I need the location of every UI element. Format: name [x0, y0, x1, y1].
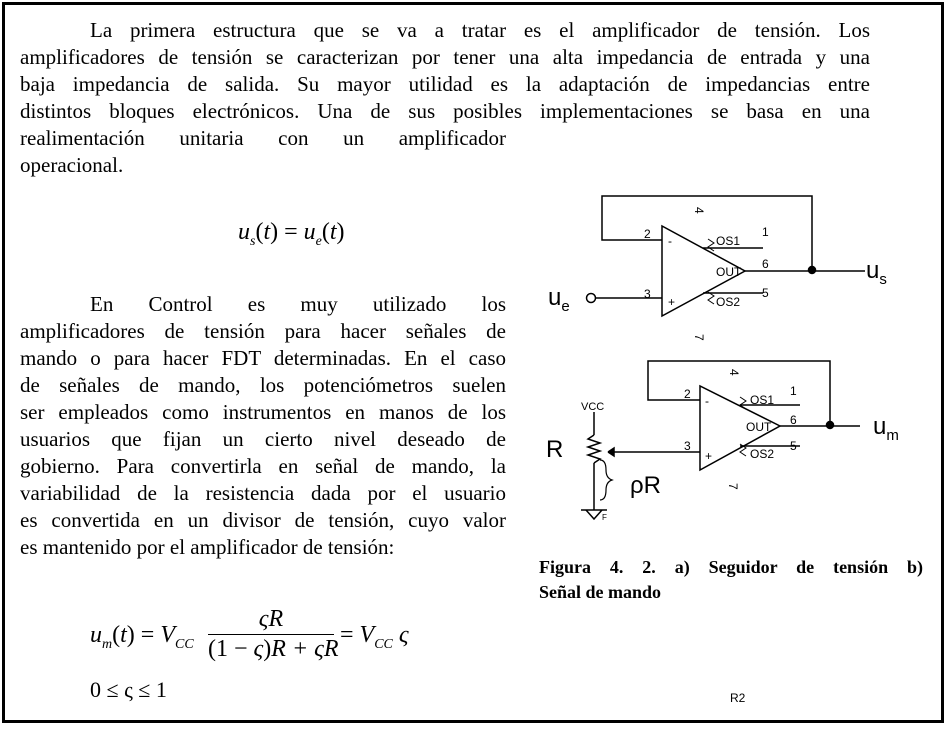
text-line: ser empleados como instrumentos en manos de los [20, 400, 506, 424]
pin-label: 7 [726, 483, 740, 490]
pin-label: 7 [692, 334, 706, 341]
pin-label: OS1 [716, 234, 741, 248]
pin-label: 5 [790, 439, 797, 453]
text-line: mando o para hacer FDT determinadas. En el caso [20, 346, 506, 370]
pin-label: OUT [716, 265, 742, 279]
intro-paragraph [20, 17, 870, 179]
output-label-um: $u_m$ [873, 413, 899, 444]
resistor-label: R [546, 436, 564, 463]
vcc-label: VCC [581, 401, 605, 413]
equation-voltage-divider: $u_m(t) = V_{CC}$ ςR (1 − ς)R + ςR = $V_{CC}$ ς [90, 606, 409, 662]
text-line: usuarios que fijan un cierto nivel deseado de [20, 427, 506, 451]
text-line: gobierno. Para convertirla en señal de mando, la [20, 454, 506, 478]
text-line: baja impedancia de salida. Su mayor utilidad es la adaptación de impedancias entre [20, 72, 870, 96]
caption-line: Figura 4. 2. a) Seguidor de tensión b) [539, 557, 923, 577]
pin-label: OS2 [716, 295, 741, 309]
sign-label: + [705, 449, 713, 463]
pin-label: 2 [684, 387, 691, 401]
text-line: operacional. [20, 153, 124, 177]
pin-label: 3 [684, 439, 691, 453]
text-line: realimentación unitaria con un amplificador [20, 126, 506, 150]
pin-label: OS2 [750, 447, 775, 461]
text-line: distintos bloques electrónicos. Una de sus posibles implementaciones se basa en una [20, 99, 870, 123]
text-line: de señales de mando, los potenciómetros suelen [20, 373, 506, 397]
pin-label: 1 [762, 225, 769, 239]
pin-label: 3 [644, 287, 651, 301]
pin-label: 1 [790, 384, 797, 398]
text-line: La primera estructura que se va a tratar es el amplificador de tensión. Los [90, 18, 870, 42]
ground-label: F [602, 513, 607, 522]
pin-label: 2 [644, 227, 651, 241]
pin-label: 6 [790, 413, 797, 427]
text-line: es convertida en un divisor de tensión, cuyo valor [20, 508, 506, 532]
text-line: variabilidad de la resistencia dada por el usuario [20, 481, 506, 505]
input-label-ue: $u_e$ [548, 284, 570, 315]
sign-label: + [668, 295, 676, 309]
caption-line: Señal de mando [539, 582, 662, 602]
control-paragraph [20, 291, 506, 561]
text-line: amplificadores de tensión se caracterizan por tener una alta impedancia de entrada y una [20, 45, 870, 69]
pin-label: OUT [746, 420, 772, 434]
pin-label: 4 [692, 207, 706, 214]
output-label-us: $u_s$ [866, 257, 887, 288]
text-line: es mantenido por el amplificador de tensión: [20, 535, 395, 559]
pin-label: 4 [727, 369, 741, 376]
pin-label: OS1 [750, 393, 775, 407]
equation-range: 0 ≤ ς ≤ 1 [90, 677, 167, 702]
wiper-label: ρR [630, 472, 661, 499]
text-line: En Control es muy utilizado los [90, 292, 506, 316]
pin-label: 6 [762, 257, 769, 271]
sign-label: - [705, 394, 709, 408]
figure-caption [539, 555, 923, 605]
equation-follower: $u_s(t) = u_e(t)$ [238, 219, 345, 249]
footer-label: R2 [730, 691, 746, 705]
pin-label: 5 [762, 286, 769, 300]
text-line: amplificadores de tensión para hacer señales de [20, 319, 506, 343]
sign-label: - [668, 234, 672, 248]
